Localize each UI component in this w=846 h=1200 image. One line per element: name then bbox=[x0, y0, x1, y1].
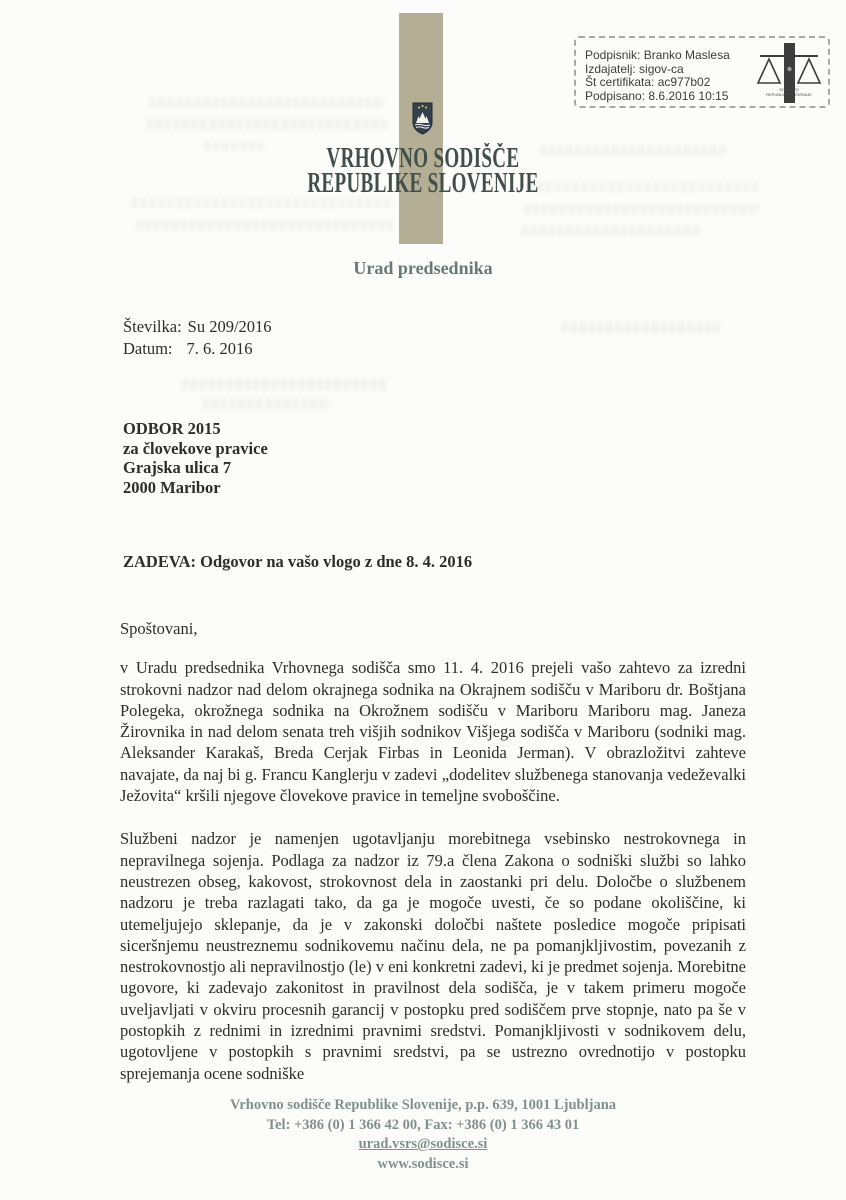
body-paragraph: v Uradu predsednika Vrhovnega sodišča smo 11. 4. 2016 prejeli vašo zahtevo za izredni strokovni nadzor nad delom okrajnega sodnika na Okrajnem sodišču v Mariboru dr. Boštjana Polegeka, okrožnega sodnika na Okrožnem sodišču v Mariboru Mariboru mag. Janeza Žirovnika in nad delom senata treh višjih sodnikov Višjega sodišča v Mariboru (sodniki mag. Aleksander Karakaš, Breda Cerjak Firbas in Leonida Jerman). V obrazložitvi zahteve navajate, da naj bi g. Francu Kanglerju v zadevi „dodelitev službenega stanovanja vedeževalki Ježovita“ kršili njegove človekove pravice in temeljne svoboščine. bbox=[120, 658, 746, 806]
bleed-through-artifact bbox=[136, 220, 394, 230]
stamp-certificate: Št certifikata: ac977b02 bbox=[585, 75, 711, 89]
reference-block bbox=[123, 316, 272, 359]
reference-date-row bbox=[123, 338, 272, 360]
court-title-line2: REPUBLIKE SLOVENIJE bbox=[307, 168, 539, 199]
bleed-through-artifact bbox=[150, 97, 385, 108]
footer-email: urad.vsrs@sodisce.si bbox=[358, 1136, 488, 1152]
footer-phone-fax: Tel: +386 (0) 1 366 42 00, Fax: +386 (0) 1 366 43 01 bbox=[266, 1116, 580, 1133]
bleed-through-artifact bbox=[182, 379, 387, 391]
coat-of-arms-icon bbox=[412, 102, 433, 135]
recipient-address bbox=[123, 419, 268, 497]
bleed-through-artifact bbox=[147, 119, 390, 130]
signature-stamp-text bbox=[576, 49, 736, 106]
stamp-signer: Podpisnik: Branko Maslesa bbox=[585, 48, 730, 62]
recipient-line: Grajska ulica 7 bbox=[123, 458, 232, 477]
letterhead-footer bbox=[0, 1096, 846, 1174]
recipient-line: ODBOR 2015 bbox=[123, 419, 221, 438]
scales-logo-caption: SODSTVO REPUBLIKE SLOVENIJE bbox=[766, 87, 812, 97]
letter-body bbox=[120, 618, 746, 1106]
bleed-through-artifact bbox=[132, 198, 394, 208]
reference-date-value: 7. 6. 2016 bbox=[186, 338, 253, 358]
reference-number-value: Su 209/2016 bbox=[187, 317, 272, 336]
body-paragraph: Službeni nadzor je namenjen ugotavljanju morebitnega vsebinsko nestrokovnega in nepravilnega sojenja. Podlaga za nadzor iz 79.a člena Zakona o sodniški službi so lahko neustrezen obseg, kakovost, strokovnost dela in zaostanki pri delu. Določbe o službenem nadzoru je treba razlagati tako, da ga je mogoče uvesti, če so podane okoliščine, ki utemeljujejo sklepanje, da je v zakonski določbi naštete posledice mogoče pripisati siceršnjemu neustreznemu sodnikovemu načinu dela, ne pa pomanjkljivostim, povezanih z nestrokovnostjo ali nepravilnostjo (le) v eni konkretni zadevi, ki je predmet sojenja. Morebitne ugovore, ki zadevajo zakonitost in pravilnost dela sodišča, je v takem primeru mogoče uveljavljati v okviru procesnih garancij v postopku pred sodiščem prve stopnje, nato pa še v postopkih z rednimi in izrednimi pravnimi sredstvi. Pomanjkljivosti v sodnikovem delu, ugotovljene v postopkih s pravnimi sredstvi, pa se ustrezno ovrednotijo v postopku sprejemanja ocene sodniške bbox=[120, 829, 746, 1083]
court-title-line1: VRHOVNO SODIŠČE bbox=[326, 143, 520, 174]
footer-address: Vrhovno sodišče Republike Slovenije, p.p. 639, 1001 Ljubljana bbox=[229, 1097, 617, 1113]
court-title bbox=[0, 143, 846, 199]
bleed-through-artifact bbox=[524, 204, 760, 214]
reference-number-label: Številka: bbox=[123, 317, 182, 336]
salutation: Spoštovani, bbox=[120, 619, 198, 638]
recipient-line: 2000 Maribor bbox=[123, 477, 221, 497]
stamp-signed-date: Podpisano: 8.6.2016 10:15 bbox=[585, 88, 729, 103]
office-name: Urad predsednika bbox=[353, 258, 493, 278]
scales-of-justice-icon bbox=[756, 41, 822, 105]
bleed-through-artifact bbox=[562, 322, 720, 333]
stamp-issuer: Izdajatelj: sigov-ca bbox=[585, 61, 684, 76]
footer-website: www.sodisce.si bbox=[377, 1155, 469, 1172]
reference-number-row bbox=[123, 316, 272, 338]
subject-line: ZADEVA: Odgovor na vašo vlogo z dne 8. 4. 2016 bbox=[123, 552, 473, 571]
bleed-through-artifact bbox=[203, 398, 331, 409]
reference-date-label: Datum: bbox=[123, 338, 173, 358]
bleed-through-artifact bbox=[522, 226, 702, 236]
digital-signature-stamp bbox=[574, 36, 830, 108]
recipient-line: za človekove pravice bbox=[123, 438, 268, 458]
